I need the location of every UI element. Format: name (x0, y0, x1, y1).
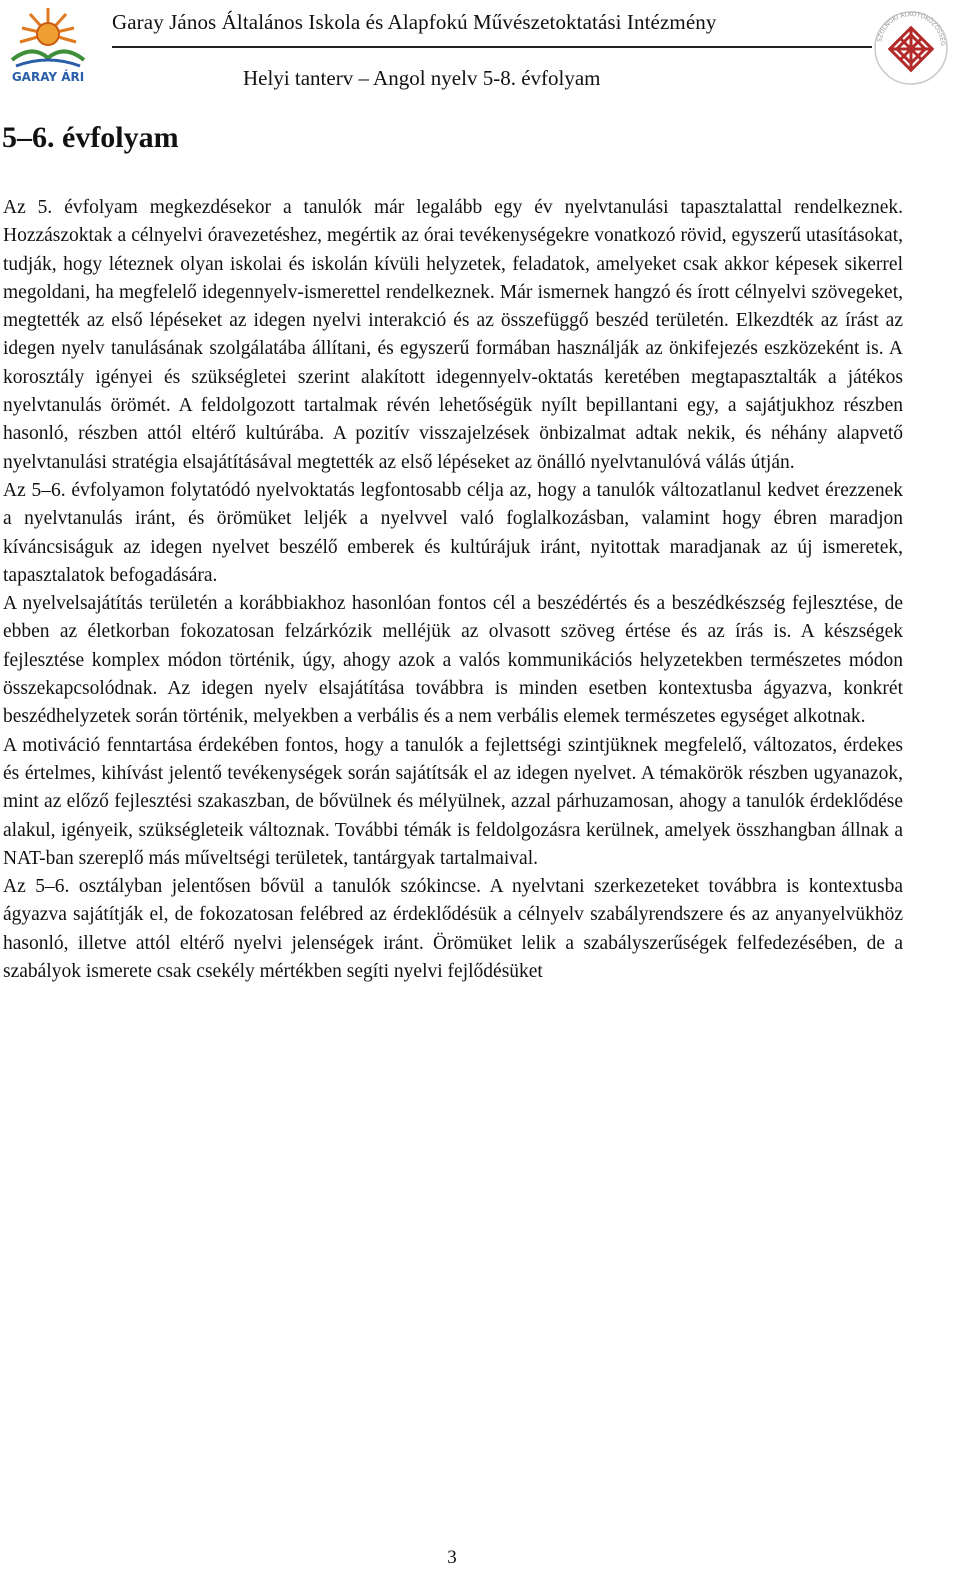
paragraph-goals: Az 5–6. évfolyamon folytatódó nyelvoktatás legfontosabb célja az, hogy a tanulók változatlanul kedvet érezzenek a nyelvtanulás iránt, és örömüket leljék a nyelvvel való foglalkozásban, valamint hogy ébren maradjon kíváncsiságuk az idegen nyelvet beszélő emberek és kultúrájuk iránt, nyitottak maradjanak az új ismeretek, tapasztalatok befogadására. (3, 479, 903, 586)
logo-left-text: GARAY ÁRI (11, 70, 85, 84)
paragraph-intro: Az 5. évfolyam megkezdésekor a tanulók már legalább egy év nyelvtanulási tapasztalattal rendelkeznek. Hozzászoktak a célnyelvi óravezetéshez, megértik az órai tevékenységekre vonatkozó rövid, egyszerű utasításokat, tudják, hogy léteznek olyan iskolai és iskolán kívüli helyzetek, feladatok, amelyeket csak akkor képesek sikerrel megoldani, ha megfelelő idegennyelv-ismerettel rendelkeznek. Már ismernek hangzó és írott célnyelvi szövegeket, megtették az első lépéseket az idegen nyelvi interakció és az összefüggő beszéd területén. Elkezdték az írást az idegen nyelv tanulásának szolgálatába állítani, és egyszerű formában használják az önkifejezés eszközeként is. A korosztály igényei és szükségletei szerint alakított idegennyelv-oktatás keretében megtapasztalták a játékos nyelvtanulás örömét. A feldolgozott tartalmak révén lehetőségük nyílt bepillantani egy, a sajátjukhoz részben hasonló, részben attól eltérő kultúrába. A pozitív visszajelzések önbizalmat adtak nekik, és néhány alapvető nyelvtanulási stratégia elsajátításával megtették az első lépéseket az önálló nyelvtanulóvá válás útján. (3, 197, 903, 473)
knot-emblem-icon (868, 6, 954, 86)
section-title: 5–6. évfolyam (2, 121, 179, 154)
header-divider (112, 46, 872, 48)
school-name: Garay János Általános Iskola és Alapfokú Művészetoktatási Intézmény (112, 10, 717, 34)
paragraph-vocabulary: Az 5–6. osztályban jelentősen bővül a tanulók szókincse. A nyelvtani szerkezeteket továbbra is kontextusba ágyazva sajátítják el, de fokozatosan felébred az érdeklődésük a célnyelv szabályrendszere és az anyanyelvükhöz hasonló, illetve attól eltérő nyelvi jelenségek iránt. Örömüket lelik a szabályszerűségek felfedezésében, de a szabályok ismerete csak csekély mértékben segíti nyelvi fejlődésüket (3, 876, 903, 983)
section-body (3, 194, 903, 986)
paragraph-skills: A nyelvelsajátítás területén a korábbiakhoz hasonlóan fontos cél a beszédértés és a beszédkészség fejlesztése, de ebben az életkorban fokozatosan felzárkózik melléjük az olvasott szöveg értése és az írás is. A készségek fejlesztése komplex módon történik, úgy, ahogy azok a valós kommunikációs helyzetekben természetes módon összekapcsolódnak. Az idegen nyelv elsajátítása továbbra is minden esetben kontextusba ágyazva, konkrét beszédhelyzetek során történik, melyekben a verbális és a nem verbális elemek természetes egységet alkotnak. (3, 593, 903, 728)
paragraph-motivation: A motiváció fenntartása érdekében fontos, hogy a tanulók a fejlettségi szintjüknek megfelelő, változatos, érdekes és értelmes, kihívást jelentő tevékenységek során sajátítsák el az idegen nyelvet. A témakörök részben ugyanazok, mint az előző fejlesztési szakaszban, de bővülnek és mélyülnek, azzal párhuzamosan, ahogy a tanulók érdeklődése alakul, igényeik, szükségleteik változnak. További témák is feldolgozásra kerülnek, amelyek összhangban állnak a NAT-ban szereplő más műveltségi területek, tantárgyak tartalmaival. (3, 734, 903, 869)
school-logo-left (2, 4, 94, 86)
document-subtitle: Helyi tanterv – Angol nyelv 5-8. évfolyam (243, 66, 601, 90)
page-number: 3 (447, 1547, 457, 1568)
school-logo-right (868, 6, 954, 86)
page-header (0, 0, 960, 100)
garay-logo-icon (2, 4, 94, 86)
logo-right-text: SZOLNOKI ALKOTÓKÖZÖSSÉG (876, 10, 947, 47)
